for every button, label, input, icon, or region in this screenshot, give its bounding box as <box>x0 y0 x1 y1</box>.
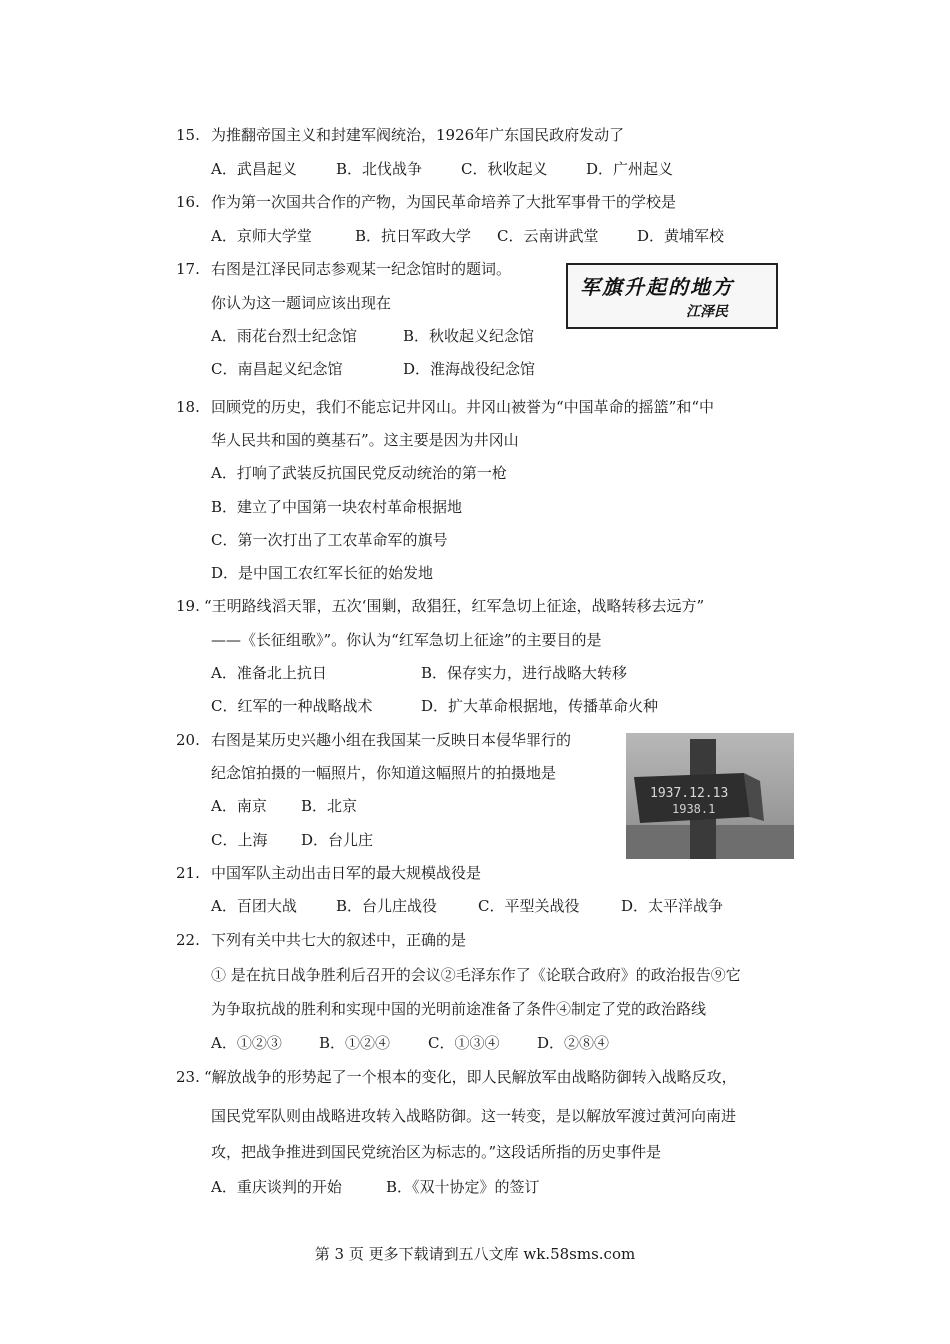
q23-stem-line2: 国民党军队则由战略进攻转入战略防御。这一转变，是以解放军渡过黄河向南进 <box>211 1107 737 1125</box>
calligraphy-inscription-image <box>566 263 778 329</box>
q18-number: 18. <box>176 398 200 416</box>
q20-number: 20. <box>176 731 200 749</box>
q17-option-b: B．秋收起义纪念馆 <box>403 327 535 345</box>
q21-stem: 中国军队主动出击日军的最大规模战役是 <box>211 864 482 882</box>
q22-option-c: C．①③④ <box>428 1034 500 1052</box>
q16-stem: 作为第一次国共合作的产物，为国民革命培养了大批军事骨干的学校是 <box>211 193 677 211</box>
q22-option-a: A．①②③ <box>211 1034 282 1052</box>
q15-stem: 为推翻帝国主义和封建军阀统治，1926年广东国民政府发动了 <box>211 126 625 144</box>
inscription-text: 军旗升起的地方 <box>580 275 734 299</box>
q21-option-c: C．平型关战役 <box>478 897 580 915</box>
q17-stem-line2: 你认为这一题词应该出现在 <box>211 294 392 312</box>
q17-stem-line1: 右图是江泽民同志参观某一纪念馆时的题词。 <box>211 260 512 278</box>
q22-number: 22. <box>176 931 200 949</box>
q22-stem: 下列有关中共七大的叙述中，正确的是 <box>211 931 467 949</box>
q20-option-d: D．台儿庄 <box>301 831 374 849</box>
q19-option-b: B．保存实力，进行战略大转移 <box>421 664 628 682</box>
q18-option-d: D．是中国工农红军长征的始发地 <box>211 564 434 582</box>
q22-option-d: D．②⑧④ <box>537 1034 610 1052</box>
q18-option-c: C．第一次打出了工农革命军的旗号 <box>211 531 448 549</box>
page-footer: 第 3 页 更多下载请到五八文库 wk.58sms.com <box>314 1245 636 1263</box>
q15-option-a: A．武昌起义 <box>211 160 297 178</box>
q22-statements-line1: ① 是在抗日战争胜利后召开的会议②毛泽东作了《论联合政府》的政治报告⑨它 <box>211 966 741 984</box>
q18-option-a: A．打响了武装反抗国民党反动统治的第一枪 <box>211 464 507 482</box>
q23-stem-line1: “解放战争的形势起了一个根本的变化，即人民解放军由战略防御转入战略反攻， <box>204 1068 737 1086</box>
q16-number: 16. <box>176 193 200 211</box>
q15-option-b: B．北伐战争 <box>336 160 423 178</box>
q19-number: 19. <box>176 597 200 615</box>
q16-option-d: D．黄埔军校 <box>637 227 725 245</box>
memorial-photo <box>626 733 794 859</box>
q20-option-a: A．南京 <box>211 797 267 815</box>
q20-option-b: B．北京 <box>301 797 358 815</box>
q15-number: 15. <box>176 126 200 144</box>
q18-stem-line2: 华人民共和国的奠基石”。这主要是因为井冈山 <box>211 431 519 449</box>
q16-option-a: A．京师大学堂 <box>211 227 312 245</box>
q23-option-a: A．重庆谈判的开始 <box>211 1178 342 1196</box>
q18-stem-line1: 回顾党的历史，我们不能忘记井冈山。井冈山被誉为“中国革命的摇篮”和“中 <box>211 398 715 416</box>
photo-date-2: 1938.1 <box>672 802 716 816</box>
q23-option-b: B．《双十协定》的签订 <box>386 1178 540 1196</box>
q19-option-a: A．准备北上抗日 <box>211 664 327 682</box>
q17-option-a: A．雨花台烈士纪念馆 <box>211 327 357 345</box>
q21-number: 21. <box>176 864 200 882</box>
q19-option-c: C．红军的一种战略战术 <box>211 697 373 715</box>
q21-option-d: D．太平洋战争 <box>621 897 724 915</box>
q15-option-d: D．广州起义 <box>586 160 674 178</box>
q18-option-b: B．建立了中国第一块农村革命根据地 <box>211 498 463 516</box>
q20-stem-line2: 纪念馆拍摄的一幅照片，你知道这幅照片的拍摄地是 <box>211 764 557 782</box>
q17-number: 17. <box>176 260 200 278</box>
q20-stem-line1: 右图是某历史兴趣小组在我国某一反映日本侵华罪行的 <box>211 731 572 749</box>
q17-option-c: C．南昌起义纪念馆 <box>211 360 343 378</box>
memorial-photo-image <box>626 733 794 859</box>
q21-option-a: A．百团大战 <box>211 897 297 915</box>
inscription-signature: 江泽民 <box>686 304 728 320</box>
q21-option-b: B．台儿庄战役 <box>336 897 438 915</box>
q22-statements-line2: 为争取抗战的胜利和实现中国的光明前途准备了条件④制定了党的政治路线 <box>211 1000 707 1018</box>
q19-option-d: D．扩大革命根据地，传播革命火种 <box>421 697 659 715</box>
q20-option-c: C．上海 <box>211 831 268 849</box>
q17-option-d: D．淮海战役纪念馆 <box>403 360 536 378</box>
q16-option-c: C．云南讲武堂 <box>497 227 599 245</box>
photo-date-1: 1937.12.13 <box>650 786 729 801</box>
q15-option-c: C．秋收起义 <box>461 160 548 178</box>
q23-number: 23. <box>176 1068 200 1086</box>
q16-option-b: B．抗日军政大学 <box>355 227 472 245</box>
q23-stem-line3: 攻，把战争推进到国民党统治区为标志的。”这段话所指的历史事件是 <box>211 1143 662 1161</box>
q19-stem-line1: “王明路线滔天罪，五次‘围剿，敌猖狂，红军急切上征途，战略转移去远方” <box>204 597 705 615</box>
q22-option-b: B．①②④ <box>319 1034 391 1052</box>
q19-stem-line2: ——《长征组歌》”。你认为“红军急切上征途”的主要目的是 <box>211 631 602 649</box>
